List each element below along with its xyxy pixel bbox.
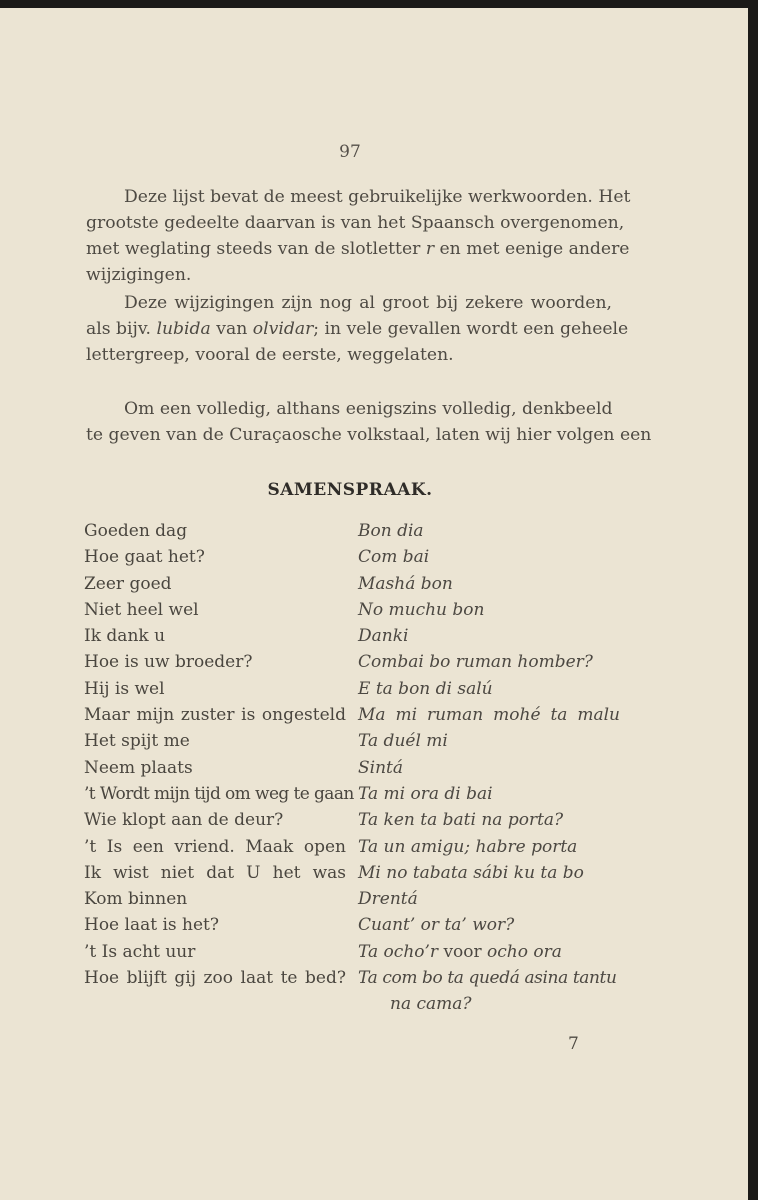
- text-run: en met eenige andere: [439, 239, 630, 259]
- paragraph-1-line-4: wijzigingen.: [86, 265, 192, 285]
- papiamento-line: Com bai: [358, 547, 430, 568]
- dutch-line: Niet heel wel: [84, 599, 199, 620]
- dutch-column: [84, 518, 354, 991]
- italic-word: lubida: [156, 319, 211, 339]
- book-page: [0, 8, 748, 1200]
- dutch-line: ’t Is acht uur: [84, 941, 196, 962]
- paragraph-1-line-1: Deze lijst bevat de meest gebruikelijke werkwoorden. Het: [124, 187, 631, 207]
- paragraph-2-line-3: lettergreep, vooral de eerste, weggelaten.: [86, 345, 454, 365]
- papiamento-line: Ta ken ta bati na porta?: [358, 810, 564, 831]
- paragraph-1-line-3: [86, 236, 630, 262]
- dutch-line: Het spijt me: [84, 731, 190, 752]
- dutch-line: Hoe blijft gij zoo laat te bed?: [84, 968, 346, 989]
- papiamento-line: E ta bon di salú: [358, 678, 493, 699]
- paragraph-1-line-2: grootste gedeelte daarvan is van het Spaansch overgenomen,: [86, 213, 625, 233]
- papiamento-line: Sintá: [358, 757, 403, 778]
- paragraph-2: [86, 290, 629, 368]
- papiamento-line: Ma mi ruman mohé ta malu: [358, 705, 620, 726]
- paragraph-2-line-1: Deze wijzigingen zijn nog al groot bij zekere woorden,: [124, 293, 612, 313]
- dutch-line: Hoe gaat het?: [84, 547, 205, 568]
- dutch-line: Maar mijn zuster is ongesteld: [84, 705, 346, 726]
- text-run: als bijv.: [86, 319, 151, 339]
- signature-mark: 7: [568, 1034, 579, 1054]
- paragraph-3: [86, 396, 652, 448]
- dutch-line: Kom binnen: [84, 889, 188, 910]
- papiamento-line: Cuant’ or ta’ wor?: [358, 915, 515, 936]
- dutch-line: Hoe is uw broeder?: [84, 652, 253, 673]
- papiamento-line: No muchu bon: [358, 599, 485, 620]
- section-heading: SAMENSPRAAK.: [267, 480, 433, 500]
- dutch-line: Hij is wel: [84, 678, 165, 699]
- papiamento-line: Ta un amigu; habre porta: [358, 836, 578, 857]
- text-run: van: [216, 319, 248, 339]
- text-run: Ta ocho’r: [358, 941, 439, 962]
- paragraph-1: [86, 184, 631, 288]
- paragraph-3-line-1: Om een volledig, althans eenigszins volledig, denkbeeld: [124, 399, 613, 419]
- dutch-line: Goeden dag: [84, 521, 188, 541]
- papiamento-line: Ta com bo ta quedá asina tantu: [358, 968, 617, 989]
- papiamento-column: [358, 518, 620, 1018]
- dutch-line: ’t Is een vriend. Maak open: [84, 836, 346, 857]
- papiamento-line: Ta mi ora di bai: [358, 783, 493, 804]
- text-run: met weglating steeds van de slotletter: [86, 239, 421, 259]
- dutch-line: ’t Wordt mijn tijd om weg te gaan: [84, 783, 354, 804]
- dutch-line: Zeer goed: [84, 573, 172, 594]
- papiamento-line: Drentá: [358, 889, 418, 910]
- text-run: ocho ora: [487, 941, 562, 962]
- papiamento-line: Danki: [358, 626, 409, 647]
- papiamento-line: Mashá bon: [358, 573, 453, 594]
- paragraph-3-line-2: te geven van de Curaçaosche volkstaal, laten wij hier volgen een: [86, 425, 652, 445]
- dutch-line: Ik wist niet dat U het was: [84, 862, 346, 883]
- paragraph-2-line-2: [86, 316, 629, 342]
- page-number: 97: [339, 142, 361, 162]
- italic-word: olvidar: [252, 319, 314, 339]
- roman-word: voor: [443, 941, 482, 962]
- papiamento-line: Ta duél mi: [358, 731, 448, 752]
- papiamento-line: [358, 939, 620, 965]
- papiamento-line: Mi no tabata sábi ku ta bo: [358, 862, 584, 883]
- dutch-line: Wie klopt aan de deur?: [84, 810, 284, 831]
- papiamento-line: Combai bo ruman homber?: [358, 652, 593, 673]
- italic-letter: r: [425, 239, 435, 259]
- dutch-line: Neem plaats: [84, 757, 193, 778]
- papiamento-line: Bon dia: [358, 521, 424, 541]
- text-run: ; in vele gevallen wordt een geheele: [313, 319, 629, 339]
- dutch-line: Hoe laat is het?: [84, 915, 219, 936]
- papiamento-line: na cama?: [390, 994, 472, 1015]
- dutch-line: Ik dank u: [84, 626, 166, 647]
